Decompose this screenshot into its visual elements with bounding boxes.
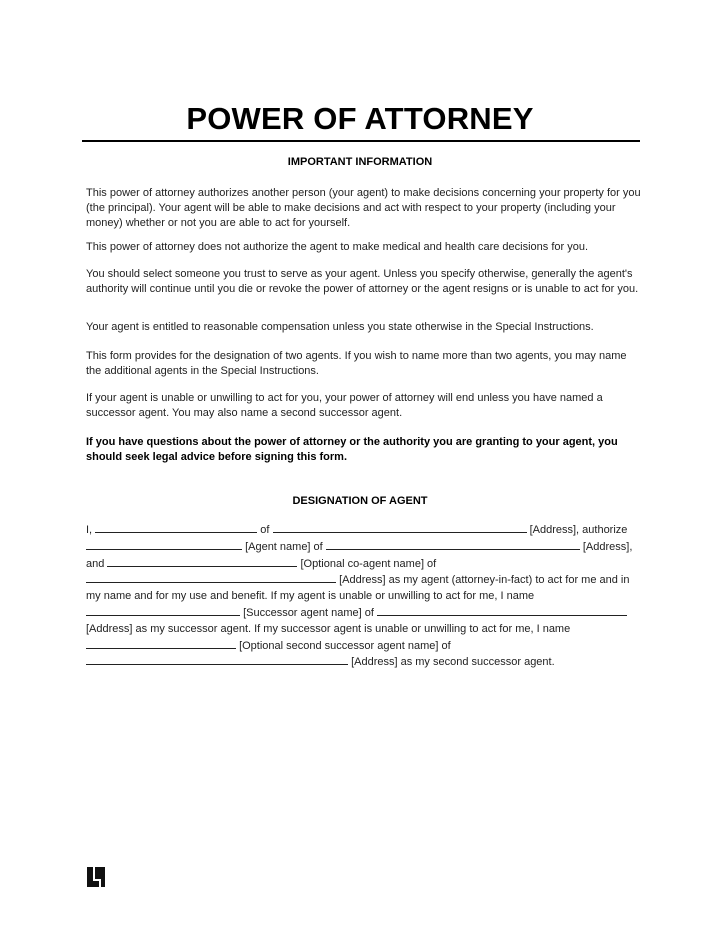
important-information-heading: IMPORTANT INFORMATION <box>287 156 433 168</box>
co-agent-name-field[interactable] <box>107 556 297 567</box>
agent-name-field[interactable] <box>86 539 242 550</box>
title-divider <box>82 140 640 142</box>
designation-segment: [Optional co-agent name] of <box>300 557 437 570</box>
info-paragraph: If your agent is unable or unwilling to act for you, your power of attorney will end unless you have named a successor agent. You may also name a second successor agent. <box>86 392 603 420</box>
designation-segment: [Address] as my successor agent. If my successor agent is unable or unwilling to act for me, I name <box>86 622 571 635</box>
designation-segment: [Address], <box>529 524 580 536</box>
legal-advice-warning: If you have questions about the power of attorney or the authority you are granting to your agent, you should seek legal advice before signing this form. <box>86 436 618 464</box>
info-paragraph: This form provides for the designation of two agents. If you wish to name more than two agents, you may name the additional agents in the Special Instructions. <box>86 350 627 378</box>
designation-segment: authorize <box>582 524 628 536</box>
designation-segment: (attorney-in-fact) to act for me and in my name and for my use and benefit. If my agent is unable or unwilling to act for me, I name <box>86 574 630 603</box>
designation-segment: I, <box>86 524 93 536</box>
agent-address-field[interactable] <box>326 539 580 550</box>
info-paragraph: You should select someone you trust to serve as your agent. Unless you specify otherwise, generally the agent's authority will continue until you die or revoke the power of attorney or the agent resigns or is unable to act for you. <box>86 268 639 296</box>
designation-segment: [Address], and <box>86 540 633 570</box>
principal-address-field[interactable] <box>273 522 527 533</box>
designation-segment: [Optional second successor agent name] of <box>239 639 451 652</box>
second-successor-agent-address-field[interactable] <box>86 654 348 665</box>
info-paragraph: Your agent is entitled to reasonable compensation unless you state otherwise in the Special Instructions. <box>86 321 594 333</box>
designation-segment: [Address] as my second successor agent. <box>351 656 555 669</box>
successor-agent-name-field[interactable] <box>86 605 240 616</box>
co-agent-address-field[interactable] <box>86 572 336 583</box>
designation-segment: of <box>260 524 270 536</box>
designation-segment: [Successor agent name] of <box>243 606 374 619</box>
designation-text <box>86 522 642 671</box>
document-logo-icon <box>86 866 106 888</box>
second-successor-agent-name-field[interactable] <box>86 638 236 649</box>
document-title: POWER OF ATTORNEY <box>186 101 534 136</box>
designation-segment: [Agent name] of <box>245 540 323 553</box>
designation-of-agent-heading: DESIGNATION OF AGENT <box>292 495 428 507</box>
principal-name-field[interactable] <box>95 522 257 533</box>
designation-segment: [Address] as my agent <box>339 574 449 587</box>
info-paragraph: This power of attorney authorizes another person (your agent) to make decisions concerning your property for you (the principal). Your agent will be able to make decisions and act with respect to your property (including your money) whether or not you are able to act for yourself. <box>86 187 641 230</box>
successor-agent-address-field[interactable] <box>377 605 627 616</box>
info-paragraph: This power of attorney does not authorize the agent to make medical and health care decisions for you. <box>86 241 589 253</box>
